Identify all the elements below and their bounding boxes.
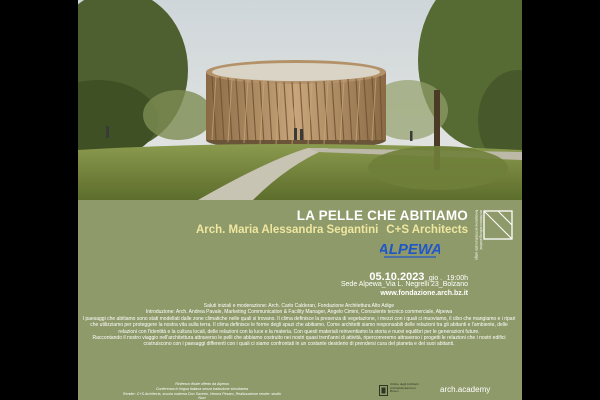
description-paragraph: I paesaggi che abitiamo sono stati modellati dalle zone climatiche nelle quali si trovano. Il clima definisce la presenza di vegetazione, i mezzi con i quali ci muoviamo, il cibo che mangiamo e i ripari che utilizziamo per proteggere la nostra vita sulla terra. Il clima definisce le forme degli spazi che abitiamo. Come architetti siamo responsabili delle relazioni tra gli abitanti e l'ambiente, delle relazioni con l'identità e la cultura locali, delle relazioni con la luce e la materia. Con questi materiali reinventiamo la storia e nuovi equilibri per le generazioni future. [82, 315, 516, 335]
foundation-vertical-text [463, 210, 483, 280]
moderation-paragraph: Saluti iniziali e moderazione: Arch. Carlo Calderan, Fondazione Architettura Alto Adige [203, 303, 395, 309]
pavilion-render-illustration [78, 0, 522, 200]
event-time: 19:00h [446, 275, 468, 282]
speaker-line [78, 224, 468, 236]
credit-line: Rinfresco finale offerto da Alpewa [175, 382, 229, 386]
vertical-line: fondazione architettura alto adige [474, 210, 479, 261]
firm-name: C+S Architects [386, 224, 468, 236]
introduction-paragraph: Introduzione: Arch. Andrea Pavale, Marketing Communication & Facility Manager, Angelo Cimini, Consulente tecnico commerciale, Alpewa [145, 309, 453, 316]
event-info-panel [78, 200, 522, 400]
org-line: Ordine degli Architetti [390, 382, 419, 386]
architects-order-icon [379, 383, 388, 394]
architecture-rendering [78, 0, 522, 200]
credits-block [122, 382, 282, 400]
credit-line: Render: C+S Architects, scuola materna Don Saverio, Verona Pesaro_Realizzazione render: studio Nuvi [122, 391, 282, 400]
event-day: gio . [428, 275, 443, 282]
event-poster [78, 0, 522, 400]
architects-order-name [390, 383, 428, 394]
arch-academy-label: arch.academy [440, 385, 491, 394]
alpewa-logo [380, 238, 440, 260]
event-title: LA PELLE CHE ABITIAMO [296, 208, 468, 223]
credit-line: Conferenza in lingua italiana senza traduzione simultanea [155, 386, 249, 391]
org-line: Bozen [390, 389, 399, 394]
event-description [81, 303, 517, 348]
event-date: 05.10.2023 [369, 271, 425, 283]
org-line: Architektenkammer [390, 385, 416, 390]
vertical-line: architektur.stiftung.südtirol [479, 210, 483, 250]
foundation-logo-icon [483, 210, 513, 240]
website-link[interactable]: www.fondazione.arch.bz.it [380, 290, 468, 297]
sponsor-logo-text: ALPEWA [380, 241, 440, 258]
speaker-name: Arch. Maria Alessandra Segantini [195, 224, 379, 236]
description-paragraph-2: Raccontando il nostro viaggio nell'architettura attraverso le pelli che abbiamo costruito nei nostri quasi trent'anni di attività, ripercorreremo attraverso i progetti le relazioni che i nostri edifici costruiscono con i paesaggi differenti con i quali ci siamo confrontati in un costante desiderio di prendersi cura del pianeta e dei suoi abitanti. [92, 335, 506, 348]
event-venue: Sede Alpewa_Via L. Negrelli 23_Bolzano [340, 281, 468, 288]
